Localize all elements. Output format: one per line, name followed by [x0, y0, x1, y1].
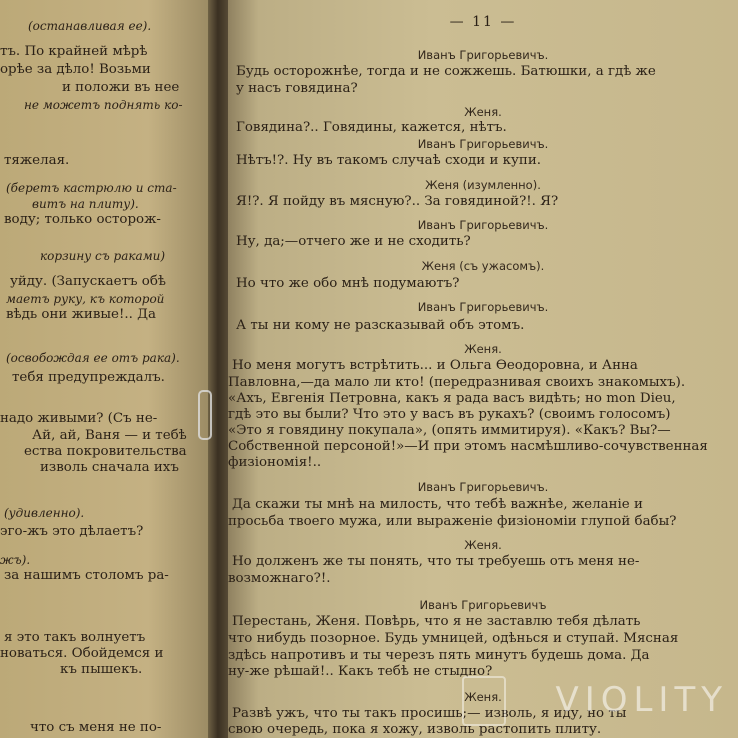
left-text-line: Ай, ай, Ваня — и тебѣ	[32, 428, 187, 443]
dialogue-line: просьба твоего мужа, или выраженіе физіономіи глупой бабы?	[228, 514, 677, 529]
left-text-line: изволь сначала ихъ	[40, 460, 179, 475]
dialogue-line: А ты ни кому не разсказывай объ этомъ.	[236, 318, 525, 333]
left-text-line: корзину съ раками)	[40, 249, 166, 263]
left-text-line: эго-жъ это дѣлаетъ?	[0, 524, 144, 539]
dialogue-line: Но что же обо мнѣ подумаютъ?	[236, 276, 460, 291]
dialogue-line: Перестань, Женя. Повѣрь, что я не заставлю тебя дѣлать	[232, 614, 641, 629]
dialogue-line: ну-же рѣшай!.. Какъ тебѣ не стыдно?	[228, 664, 493, 679]
dialogue-line: Я!?. Я пойду въ мясную?.. За говядиной?!. Я?	[236, 194, 559, 209]
speaker-name: Женя (изумленно).	[425, 178, 541, 192]
left-text-line: (освобождая ее отъ рака).	[6, 351, 180, 365]
speaker-name: Иванъ Григорьевичъ	[419, 598, 547, 612]
dialogue-line: Ну, да;—отчего же и не сходить?	[236, 234, 471, 249]
dialogue-line: свою очередь, пока я хожу, изволь растопить плиту.	[228, 722, 602, 737]
staple-mark	[198, 390, 212, 440]
right-page	[228, 0, 738, 738]
left-text-line: я это такъ волнуетъ	[4, 630, 146, 645]
left-text-line: тебя предупреждалъ.	[12, 370, 165, 385]
dialogue-line: «Ахъ, Евгенія Петровна, какъ я рада васъ видѣть; но mon Dieu,	[228, 391, 676, 406]
left-page	[0, 0, 212, 738]
speaker-name: Иванъ Григорьевичъ.	[417, 218, 549, 232]
left-text-line: къ пышекъ.	[60, 662, 143, 677]
left-text-line: вѣдь они живые!.. Да	[6, 307, 156, 322]
speaker-name: Иванъ Григорьевичъ.	[417, 137, 549, 151]
left-text-line: воду; только осторож-	[4, 212, 161, 227]
dialogue-line: у насъ говядина?	[236, 81, 358, 96]
left-text-line: что съ меня не по-	[30, 720, 162, 735]
dialogue-line: что нибудь позорное. Будь умницей, одѣнься и ступай. Мясная	[228, 631, 679, 646]
left-text-line: за нашимъ столомъ ра-	[4, 568, 169, 583]
left-text-line: не можетъ поднять ко-	[24, 98, 183, 112]
dialogue-line: гдѣ это вы были? Что это у васъ въ рукахъ? (своимъ голосомъ)	[228, 407, 671, 422]
dialogue-line: Павловна,—да мало ли кто! (передразнивая своихъ знакомыхъ).	[228, 375, 686, 390]
book-gutter	[208, 0, 230, 738]
dialogue-line: Да скажи ты мнѣ на милость, что тебѣ важнѣе, желаніе и	[232, 497, 643, 512]
left-text-line: тяжелая.	[4, 153, 70, 168]
dialogue-line: Нѣтъ!?. Ну въ такомъ случаѣ сходи и купи.	[236, 153, 542, 168]
left-text-line: уйду. (Запускаетъ обѣ	[10, 274, 166, 289]
speaker-name: Иванъ Григорьевичъ.	[417, 300, 549, 314]
speaker-name: Женя.	[464, 342, 502, 356]
dialogue-line: возможнаго?!.	[228, 571, 331, 586]
watermark: VIOLITY	[555, 680, 728, 720]
dialogue-line: Развѣ ужъ, что ты такъ просишь;— изволь, я иду, но ты	[232, 706, 627, 721]
speaker-name: Женя.	[464, 105, 502, 119]
left-text-line: тъ. По крайней мѣрѣ	[0, 44, 148, 59]
watermark-logo-icon	[462, 676, 506, 726]
speaker-name: Иванъ Григорьевичъ.	[417, 48, 549, 62]
dialogue-line: Но долженъ же ты понять, что ты требуешь отъ меня не-	[232, 554, 640, 569]
speaker-name: Иванъ Григорьевичъ.	[417, 480, 549, 494]
left-text-line: жъ).	[0, 553, 31, 567]
dialogue-line: Говядина?.. Говядины, кажется, нѣтъ.	[236, 120, 507, 135]
left-text-line: новаться. Обойдемся и	[0, 646, 164, 661]
speaker-name: Женя.	[464, 538, 502, 552]
dialogue-line: физіономія!..	[228, 455, 322, 470]
left-text-line: и положи въ нее	[62, 80, 180, 95]
speaker-name: Женя (съ ужасомъ).	[421, 259, 545, 273]
left-text-line: (беретъ кастрюлю и ста-	[6, 181, 177, 195]
left-text-line: надо живыми? (Съ не-	[0, 411, 158, 426]
speaker-name: Женя.	[464, 690, 502, 704]
dialogue-line: здѣсь напротивъ и ты черезъ пять минутъ будешь дома. Да	[228, 648, 650, 663]
dialogue-line: «Это я говядину покупала», (опять иммитируя). «Какъ? Вы?—	[228, 423, 671, 438]
page-number: — 11 —	[449, 14, 517, 30]
left-text-line: витъ на плиту).	[32, 197, 139, 211]
left-text-line: (останавливая ее).	[28, 19, 152, 33]
left-text-line: (удивленно).	[4, 506, 85, 520]
dialogue-line: Собственной персоной!»—И при этомъ насмѣшливо-сочувственная	[228, 439, 708, 454]
left-text-line: орѣе за дѣло! Возьми	[0, 62, 151, 77]
left-text-line: маетъ руку, къ которой	[6, 292, 165, 306]
dialogue-line: Но меня могутъ встрѣтить... и Ольга Ѳеодоровна, и Анна	[232, 358, 638, 373]
left-text-line: ества покровительства	[24, 444, 187, 459]
dialogue-line: Будь осторожнѣе, тогда и не сожжешь. Батюшки, а гдѣ же	[236, 64, 656, 79]
